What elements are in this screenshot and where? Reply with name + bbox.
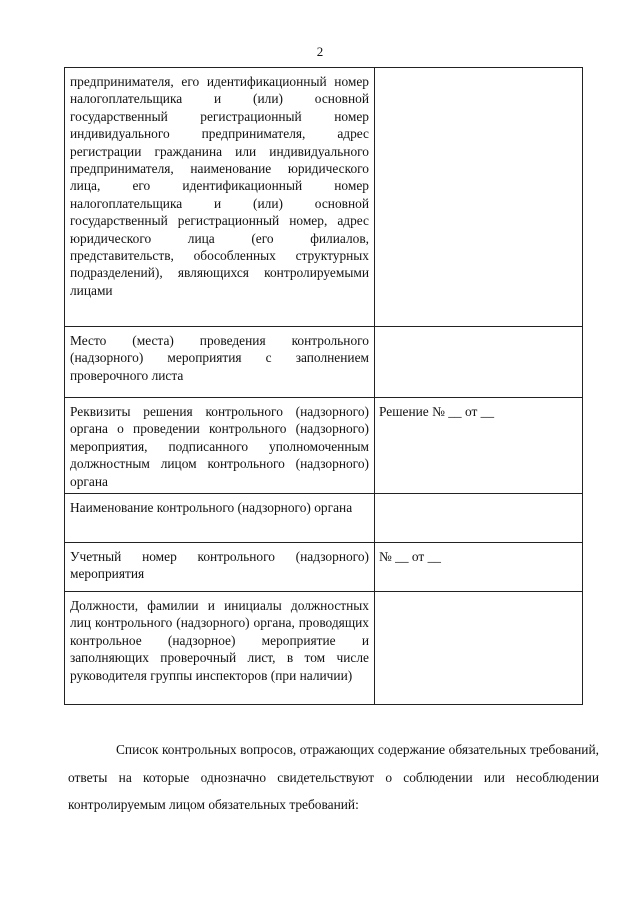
row-label-event-place: Место (места) проведения контрольного (надзорного) мероприятия с заполнением проверочного листа: [65, 327, 375, 398]
table-row-officials: [65, 592, 583, 705]
checklist-info-table: [64, 67, 583, 705]
table-row-authority-name: [65, 494, 583, 543]
row-label-decision-details: Реквизиты решения контрольного (надзорного) органа о проведении контрольного (надзорного) мероприятия, подписанного уполномоченным должностным лицом контрольного (надзорного) органа: [65, 398, 375, 494]
table-row-event-place: [65, 327, 583, 398]
row-label-event-account-number: Учетный номер контрольного (надзорного) мероприятия: [65, 543, 375, 592]
row-value-event-account-number: № __ от __: [375, 543, 583, 592]
page-number: 2: [316, 44, 324, 59]
row-value-authority-name: [375, 494, 583, 543]
row-label-officials: Должности, фамилии и инициалы должностных лиц контрольного (надзорного) органа, проводящих контрольное (надзорное) мероприятие и заполняющих проверочный лист, в том числе руководителя группы инспекторов (при наличии): [65, 592, 375, 705]
table-row-decision-details: [65, 398, 583, 494]
row-label-authority-name: Наименование контрольного (надзорного) органа: [65, 494, 375, 543]
row-label-controlled-person: предпринимателя, его идентификационный номер налогоплательщика и (или) основной государственный регистрационный номер индивидуального предпринимателя, адрес регистрации гражданина или индивидуального предпринимателя, наименование юридического лица, его идентификационный номер налогоплательщика и (или) основной государственный регистрационный номер, адрес юридического лица (его филиалов, представительств, обособленных структурных подразделений), являющихся контролируемыми лицами: [65, 68, 375, 327]
table-row-controlled-person: [65, 68, 583, 327]
row-value-event-place: [375, 327, 583, 398]
row-value-officials: [375, 592, 583, 705]
table-row-event-account-number: [65, 543, 583, 592]
row-value-decision-details: Решение № __ от __: [375, 398, 583, 494]
row-value-controlled-person: [375, 68, 583, 327]
control-questions-intro: Список контрольных вопросов, отражающих содержание обязательных требований, ответы на которые однозначно свидетельствуют о соблюдении или несоблюдении контролируемым лицом обязательных требований:: [68, 742, 599, 812]
